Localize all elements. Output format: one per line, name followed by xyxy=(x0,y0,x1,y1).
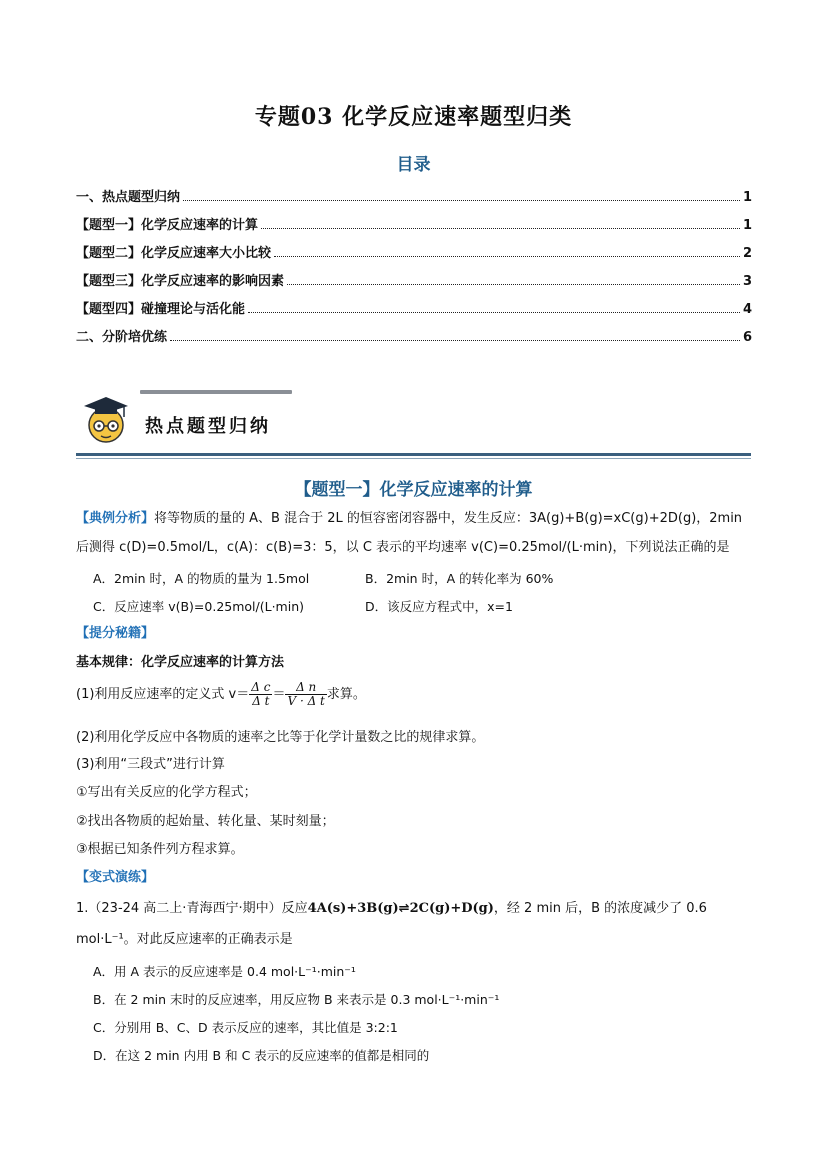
toc-item-label: 一、热点题型归纳 xyxy=(76,190,181,205)
q1-option-a: A．用 A 表示的反应速率是 0.4 mol·L⁻¹·min⁻¹ xyxy=(93,964,356,979)
frac-denominator: V · Δ t xyxy=(287,694,325,708)
equation-left: 4A(s)+3B(g) xyxy=(307,901,399,916)
toc-item-page: 2 xyxy=(742,246,752,261)
option-c: C．反应速率 v(B)=0.25mol/(L·min) xyxy=(93,599,305,614)
graduate-cap-icon xyxy=(82,395,130,445)
fraction-dn-vdt xyxy=(285,681,326,708)
method-1 xyxy=(76,680,366,710)
method-1-text: (1)利用反应速率的定义式 v＝ xyxy=(76,687,250,702)
toc-item-label: 【题型二】化学反应速率大小比较 xyxy=(76,246,272,261)
method-1-suffix: 求算。 xyxy=(326,687,366,702)
fraction-dc-dt xyxy=(249,681,272,708)
divider xyxy=(76,453,751,456)
question-1-text: 1.（23-24 高二上·青海西宁·期中）反应 xyxy=(76,901,308,916)
toc-item[interactable] xyxy=(76,269,752,289)
example-line-2: 后测得 c(D)=0.5mol/L，c(A)：c(B)=3：5，以 C 表示的平均速率 v(C)=0.25mol/(L·min)，下列说法正确的是 xyxy=(76,540,730,555)
q1-option-b: B．在 2 min 末时的反应速率，用反应物 B 来表示是 0.3 mol·L⁻¹·min⁻¹ xyxy=(93,992,500,1007)
toc-item-page: 4 xyxy=(742,302,752,317)
toc-dots xyxy=(170,340,740,341)
equals-sign: ＝ xyxy=(272,687,286,702)
rule-heading: 基本规律：化学反应速率的计算方法 xyxy=(76,655,285,670)
question-1-text-2: ，经 2 min 后，B 的浓度减少了 0.6 xyxy=(493,901,707,916)
example-tag: 【典例分析】 xyxy=(76,511,155,526)
toc-dots xyxy=(261,228,740,229)
toc-item-label: 【题型一】化学反应速率的计算 xyxy=(76,218,259,233)
banner-bar xyxy=(140,390,292,394)
toc-item-page: 1 xyxy=(742,218,752,233)
option-d: D．该反应方程式中，x=1 xyxy=(365,599,513,614)
option-a: A．2min 时，A 的物质的量为 1.5mol xyxy=(93,571,310,586)
frac-numerator: Δ c xyxy=(251,680,271,694)
toc-item[interactable] xyxy=(76,325,752,345)
toc-dots xyxy=(248,312,740,313)
toc-heading: 目录 xyxy=(396,155,431,175)
page-title: 专题03 化学反应速率题型归类 xyxy=(254,104,573,130)
step-1: ①写出有关反应的化学方程式； xyxy=(76,785,257,800)
frac-denominator: Δ t xyxy=(252,694,270,708)
toc-item-label: 【题型四】碰撞理论与活化能 xyxy=(76,302,246,317)
step-2: ②找出各物质的起始量、转化量、某时刻量； xyxy=(76,814,335,829)
toc-item[interactable] xyxy=(76,297,752,317)
frac-numerator: Δ n xyxy=(285,681,326,695)
step-3: ③根据已知条件列方程求算。 xyxy=(76,842,244,857)
example-text: 将等物质的量的 A、B 混合于 2L 的恒容密闭容器中，发生反应：3A(g)+B(g)=xC(g)+2D(g)，2min xyxy=(154,511,743,526)
divider xyxy=(76,458,751,459)
toc-dots xyxy=(183,200,740,201)
method-2: (2)利用化学反应中各物质的速率之比等于化学计量数之比的规律求算。 xyxy=(76,730,485,745)
equation-right: 2C(g)+D(g) xyxy=(409,901,494,916)
question-1-line-2: mol·L⁻¹。对此反应速率的正确表示是 xyxy=(76,932,293,947)
toc-dots xyxy=(274,256,740,257)
q1-option-d: D．在这 2 min 内用 B 和 C 表示的反应速率的值都是相同的 xyxy=(93,1048,430,1063)
banner-title: 热点题型归纳 xyxy=(145,416,271,437)
toc-item[interactable] xyxy=(76,185,752,205)
toc-item-page: 1 xyxy=(742,190,752,205)
toc-dots xyxy=(287,284,740,285)
equilibrium-arrow: ⇌ xyxy=(398,901,410,916)
toc-item-label: 二、分阶培优练 xyxy=(76,330,168,345)
toc-item-page: 6 xyxy=(742,330,752,345)
toc-item[interactable] xyxy=(76,241,752,261)
toc-item[interactable] xyxy=(76,213,752,233)
question-1-line xyxy=(76,900,707,918)
option-b: B．2min 时，A 的转化率为 60% xyxy=(365,571,554,586)
method-3: (3)利用“三段式”进行计算 xyxy=(76,757,225,772)
section-title: 【题型一】化学反应速率的计算 xyxy=(294,480,533,500)
toc-item-page: 3 xyxy=(742,274,752,289)
q1-option-c: C．分别用 B、C、D 表示反应的速率，其比值是 3:2:1 xyxy=(93,1020,398,1035)
tips-tag: 【提分秘籍】 xyxy=(76,626,155,641)
example-line xyxy=(76,510,742,528)
toc-item-label: 【题型三】化学反应速率的影响因素 xyxy=(76,274,285,289)
practice-tag: 【变式演练】 xyxy=(76,870,155,885)
